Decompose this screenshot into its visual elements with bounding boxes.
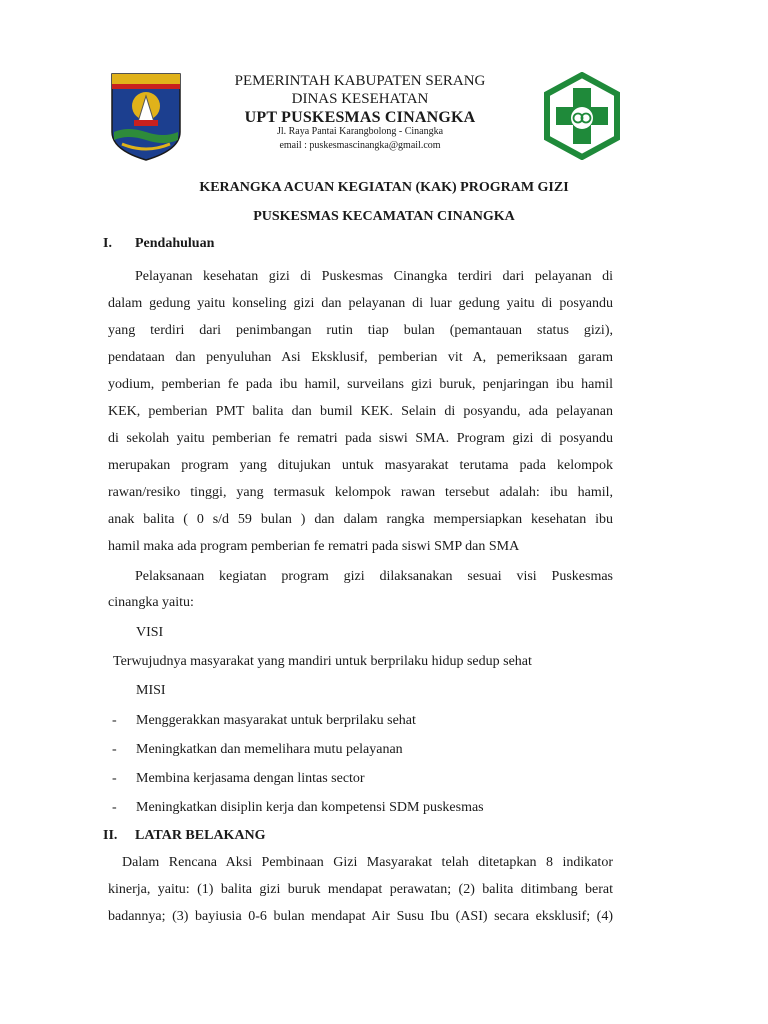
paragraph-line: Pelayanan kesehatan gizi di Puskesmas Cinangka terdiri dari pelayanan di (135, 269, 613, 284)
visi-label: VISI (136, 625, 164, 640)
paragraph-line: yodium, pemberian fe pada ibu hamil, surveilans gizi buruk, penjaringan ibu hamil (108, 377, 613, 392)
letterhead-department: DINAS KESEHATAN (291, 91, 429, 107)
document-title: KERANGKA ACUAN KEGIATAN (KAK) PROGRAM GIZI (199, 180, 569, 195)
paragraph-line: rawan/resiko tinggi, yang termasuk kelompok rawan tersebut adalah: ibu hamil, (108, 485, 613, 500)
misi-label: MISI (136, 683, 166, 698)
paragraph-line: di sekolah yaitu pemberian fe rematri pada siswi SMA. Program gizi di posyandu (108, 431, 613, 446)
misi-item: Membina kerjasama dengan lintas sector (136, 771, 365, 786)
paragraph-line: KEK, pemberian PMT balita dan bumil KEK. Selain di posyandu, ada pelayanan (108, 404, 613, 419)
letterhead-government: PEMERINTAH KABUPATEN SERANG (234, 73, 486, 89)
misi-item: Meningkatkan disiplin kerja dan kompetensi SDM puskesmas (136, 800, 484, 815)
paragraph-line: Dalam Rencana Aksi Pembinaan Gizi Masyarakat telah ditetapkan 8 indikator (122, 855, 613, 870)
misi-item: Meningkatkan dan memelihara mutu pelayanan (136, 742, 403, 757)
paragraph-line: yang terdiri dari penimbangan rutin tiap bulan (pemantauan status gizi), (108, 323, 613, 338)
bullet-dash: - (112, 771, 117, 786)
paragraph-line: hamil maka ada program pemberian fe rematri pada siswi SMP dan SMA (108, 539, 520, 554)
serang-regency-emblem-icon (108, 70, 184, 162)
document-subtitle: PUSKESMAS KECAMATAN CINANGKA (253, 209, 515, 224)
misi-item: Menggerakkan masyarakat untuk berprilaku sehat (136, 713, 416, 728)
paragraph-line: dalam gedung yaitu konseling gizi dan pelayanan di luar gedung yaitu di posyandu (108, 296, 613, 311)
section-number: II. (103, 828, 118, 843)
paragraph-line: anak balita ( 0 s/d 59 bulan ) dan dalam rangka mempersiapkan kesehatan ibu (108, 512, 613, 527)
paragraph-line: cinangka yaitu: (108, 595, 194, 610)
section-heading: LATAR BELAKANG (135, 828, 266, 843)
letterhead-email: email : puskesmascinangka@gmail.com (279, 140, 441, 151)
puskesmas-cross-logo-icon (543, 72, 621, 160)
paragraph-line: badannya; (3) bayiusia 0-6 bulan mendapat Air Susu Ibu (ASI) secara eksklusif; (4) (108, 909, 613, 924)
paragraph-line: Pelaksanaan kegiatan program gizi dilaksanakan sesuai visi Puskesmas (135, 569, 613, 584)
bullet-dash: - (112, 742, 117, 757)
letterhead-address: Jl. Raya Pantai Karangbolong - Cinangka (276, 126, 444, 137)
paragraph-line: pendataan dan penyuluhan Asi Eksklusif, pemberian vit A, pemeriksaan garam (108, 350, 613, 365)
paragraph-line: kinerja, yaitu: (1) balita gizi buruk mendapat perawatan; (2) balita ditimbang berat (108, 882, 613, 897)
bullet-dash: - (112, 713, 117, 728)
paragraph-line: merupakan program yang ditujukan untuk masyarakat terutama pada kelompok (108, 458, 613, 473)
letterhead-institution: UPT PUSKESMAS CINANGKA (244, 109, 476, 126)
section-heading: Pendahuluan (135, 236, 215, 251)
bullet-dash: - (112, 800, 117, 815)
section-number: I. (103, 236, 112, 251)
visi-text: Terwujudnya masyarakat yang mandiri untuk berprilaku hidup sedup sehat (113, 654, 532, 669)
